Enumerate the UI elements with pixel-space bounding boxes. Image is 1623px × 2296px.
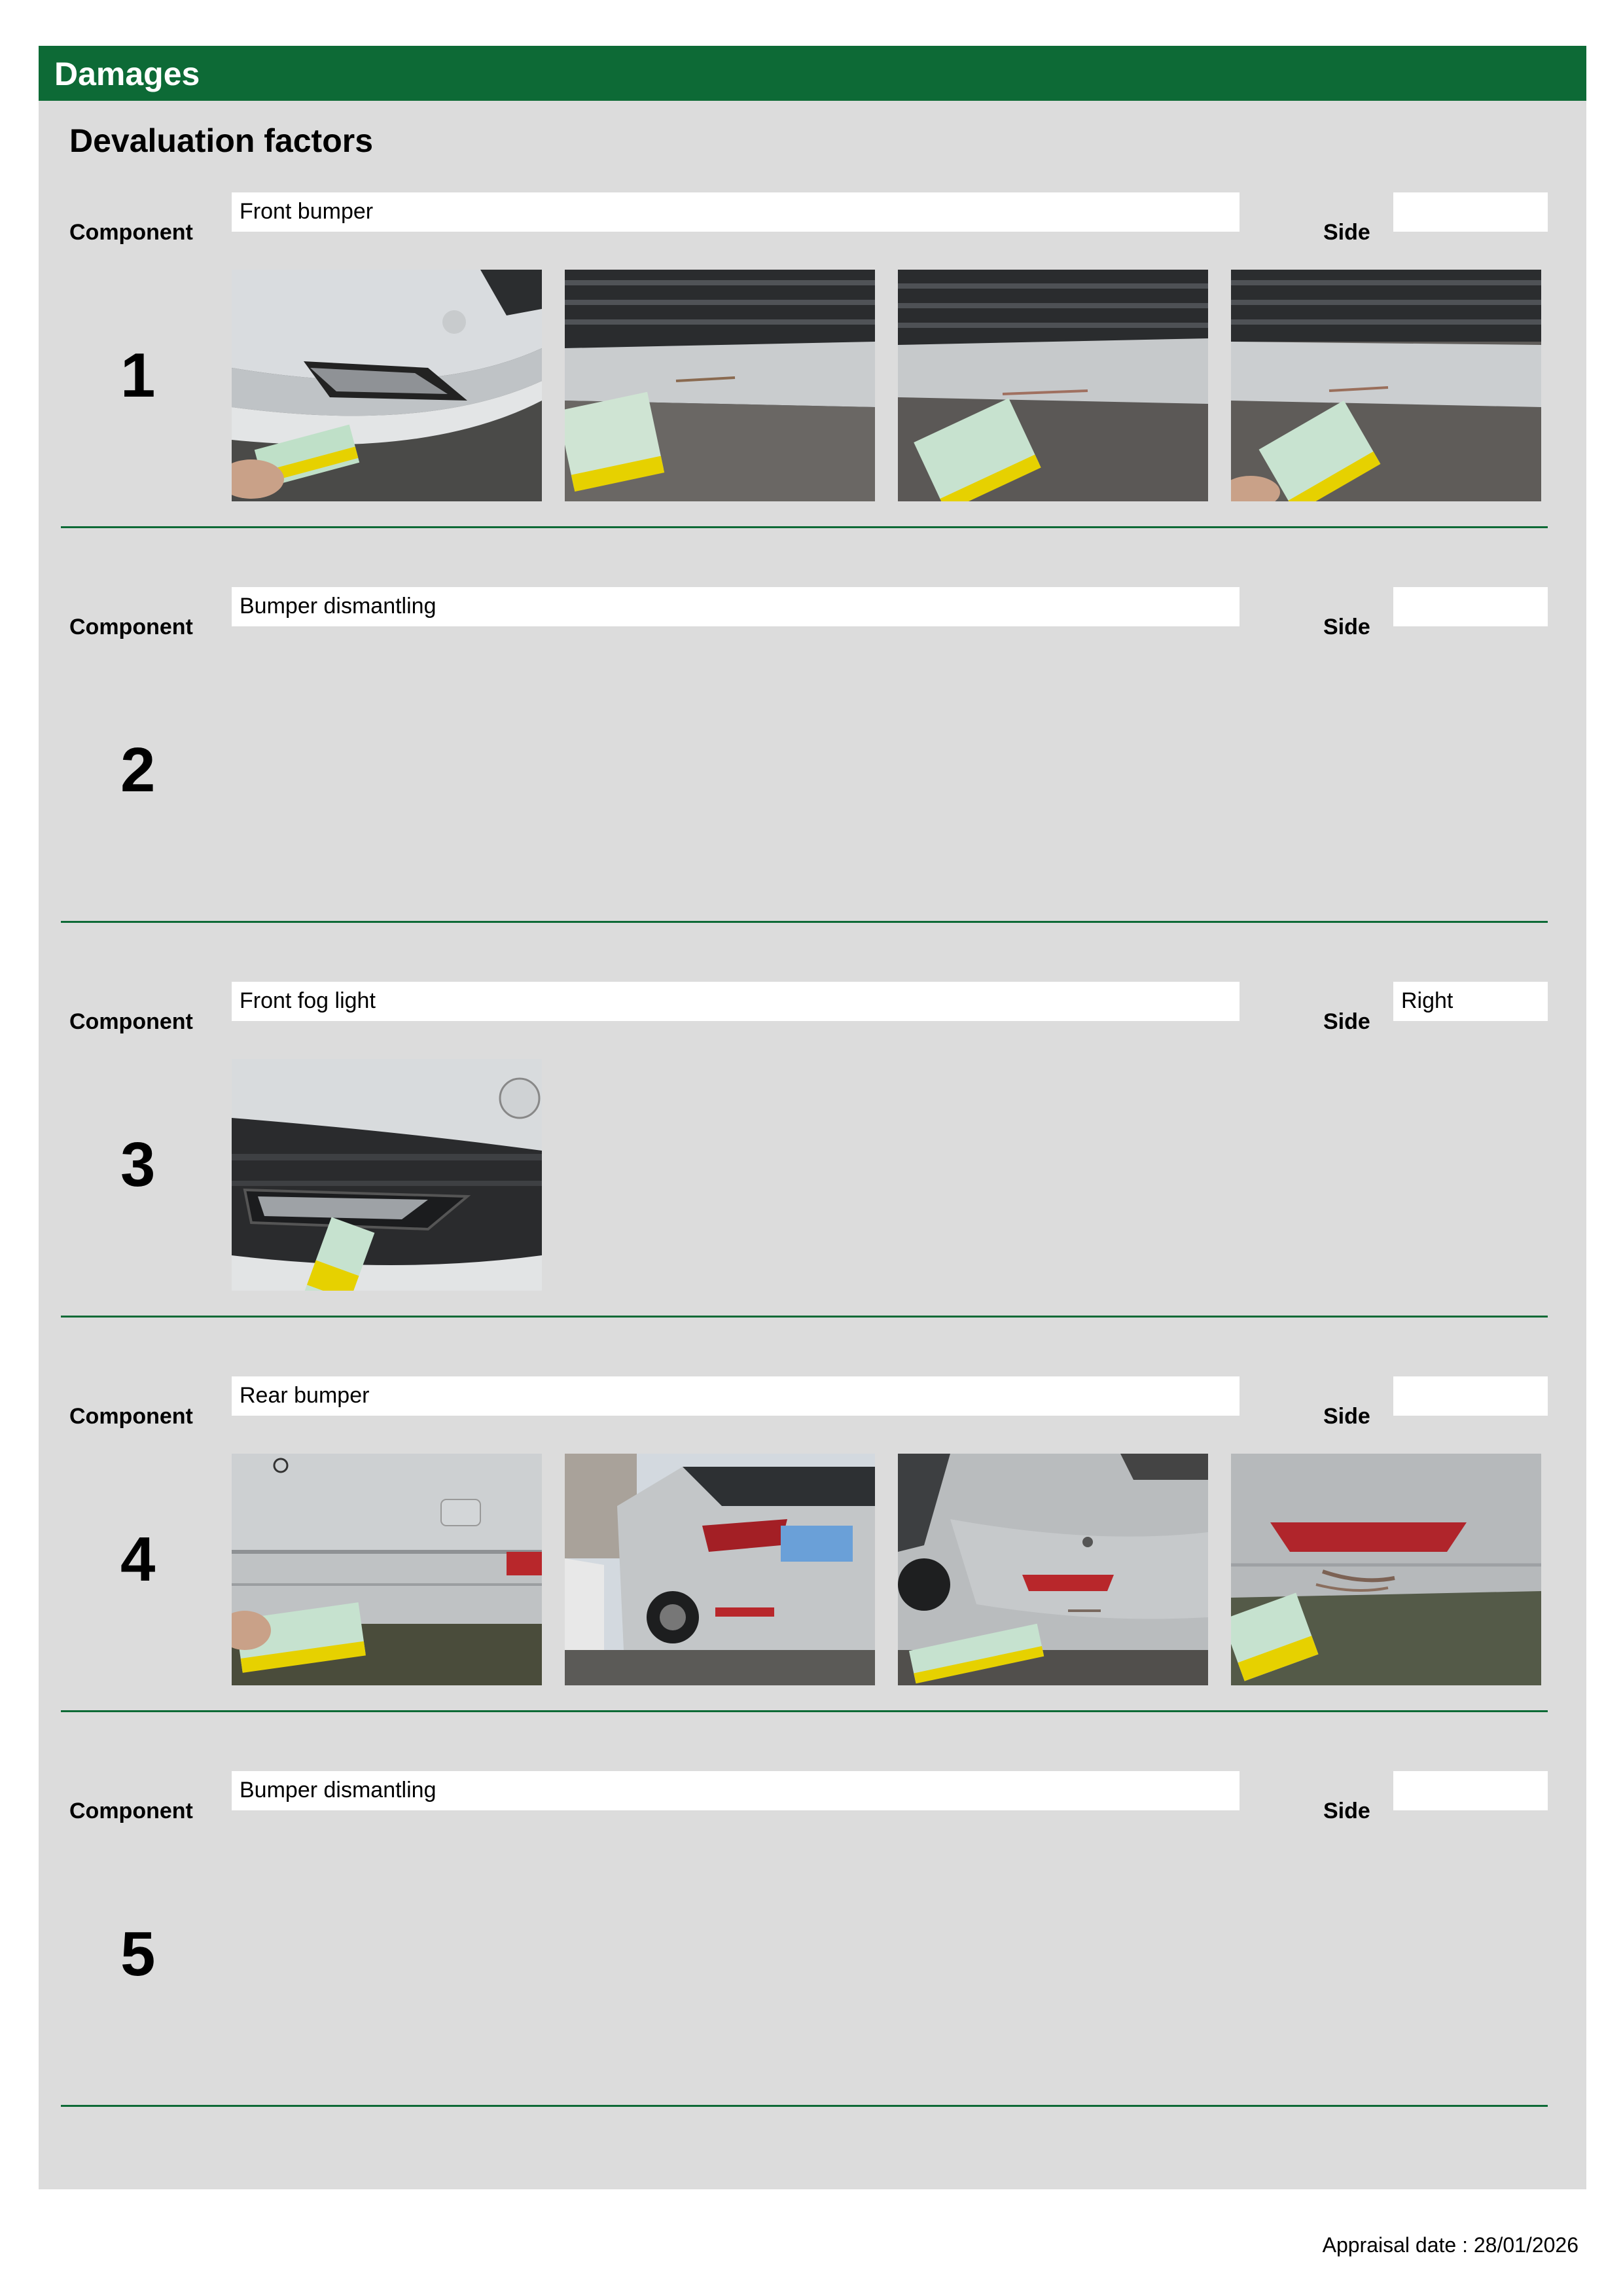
- header-title: Damages: [54, 56, 200, 92]
- component-field: Rear bumper: [232, 1376, 1240, 1416]
- side-label: Side: [1323, 1799, 1370, 1823]
- side-label: Side: [1323, 220, 1370, 245]
- side-field: Right: [1393, 982, 1548, 1021]
- component-label: Component: [69, 1799, 193, 1823]
- side-field: [1393, 1771, 1548, 1810]
- damage-photo[interactable]: [898, 270, 1208, 501]
- damage-photo[interactable]: [565, 1454, 875, 1685]
- damage-row-3: [61, 982, 1548, 1376]
- damage-row-2: [61, 587, 1548, 982]
- component-label: Component: [69, 615, 193, 639]
- component-field: Front fog light: [232, 982, 1240, 1021]
- row-divider: [61, 526, 1548, 528]
- component-field: Bumper dismantling: [232, 1771, 1240, 1810]
- appraisal-date: [1323, 2233, 1578, 2257]
- damage-photo[interactable]: [232, 270, 542, 501]
- component-field: Bumper dismantling: [232, 587, 1240, 626]
- component-label: Component: [69, 220, 193, 245]
- damage-number: 3: [120, 1130, 156, 1200]
- row-divider: [61, 921, 1548, 923]
- appraisal-date-label: Appraisal date :: [1322, 2233, 1468, 2257]
- component-label: Component: [69, 1404, 193, 1429]
- component-field: Front bumper: [232, 192, 1240, 232]
- component-label: Component: [69, 1009, 193, 1034]
- damage-photo[interactable]: [1231, 270, 1541, 501]
- damage-number: 1: [120, 340, 156, 410]
- side-label: Side: [1323, 615, 1370, 639]
- header-bar: [39, 46, 1586, 101]
- row-divider: [61, 2105, 1548, 2107]
- damage-row-1: [61, 192, 1548, 587]
- damage-number: 2: [120, 735, 156, 805]
- damage-number: 4: [120, 1524, 156, 1594]
- side-field: [1393, 587, 1548, 626]
- side-field: [1393, 192, 1548, 232]
- damage-photo[interactable]: [232, 1454, 542, 1685]
- side-label: Side: [1323, 1404, 1370, 1429]
- row-divider: [61, 1710, 1548, 1712]
- row-divider: [61, 1316, 1548, 1318]
- damage-photo[interactable]: [232, 1059, 542, 1291]
- damage-row-5: [61, 1771, 1548, 2166]
- damage-row-4: [61, 1376, 1548, 1771]
- damage-photo[interactable]: [565, 270, 875, 501]
- side-label: Side: [1323, 1009, 1370, 1034]
- damage-photo[interactable]: [898, 1454, 1208, 1685]
- damage-photo[interactable]: [1231, 1454, 1541, 1685]
- damage-number: 5: [120, 1919, 156, 1989]
- section-title: Devaluation factors: [69, 122, 374, 159]
- side-field: [1393, 1376, 1548, 1416]
- appraisal-date-value: 28/01/2026: [1473, 2233, 1578, 2257]
